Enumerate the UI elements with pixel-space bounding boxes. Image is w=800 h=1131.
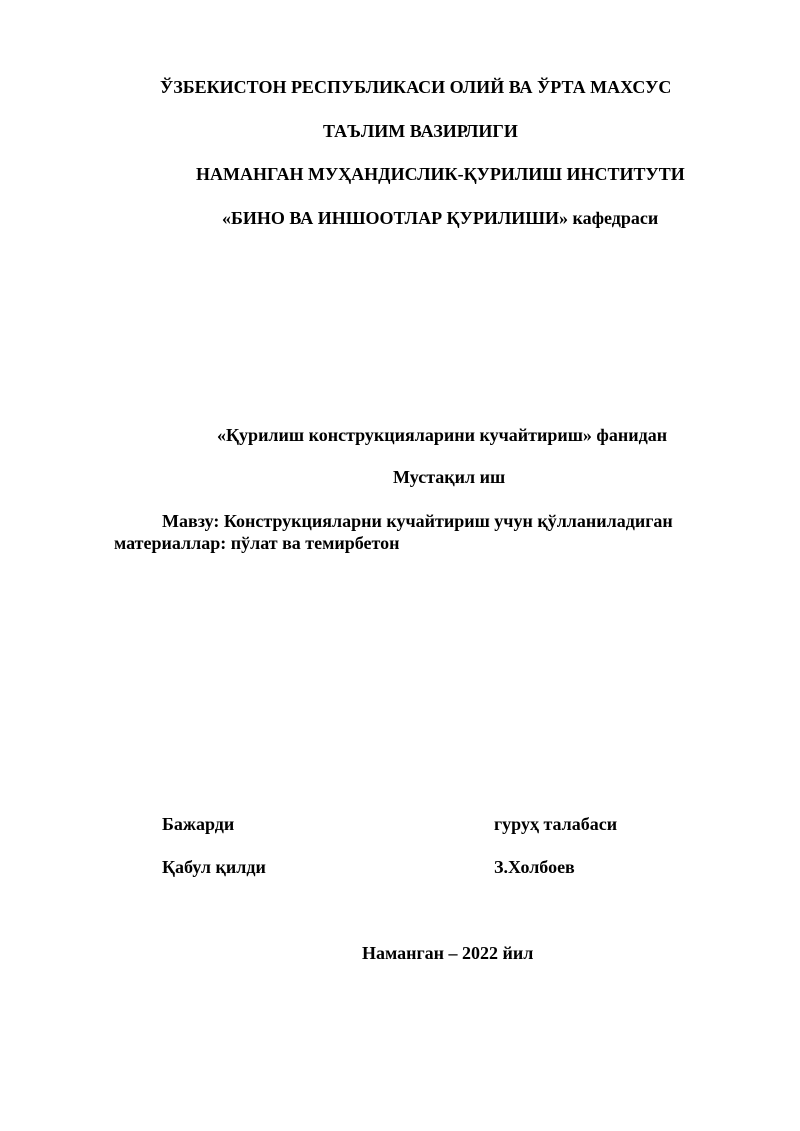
performed-by-label: Бажарди — [162, 814, 235, 834]
topic-block — [114, 510, 714, 554]
department-title: «БИНО ВА ИНШООТЛАР ҚУРИЛИШИ» кафедраси — [222, 208, 659, 228]
ministry-title-line-2: ТАЪЛИМ ВАЗИРЛИГИ — [323, 121, 518, 141]
subject-title: «Қурилиш конструкцияларини кучайтириш» фанидан — [217, 425, 668, 445]
institute-title: НАМАНГАН МУҲАНДИСЛИК-ҚУРИЛИШ ИНСТИТУТИ — [196, 164, 685, 184]
accepted-by-label: Қабул қилди — [162, 857, 266, 877]
performed-by-value: гуруҳ талабаси — [494, 814, 618, 834]
topic-line-2: материаллар: пўлат ва темирбетон — [114, 533, 400, 553]
city-year-footer: Наманган – 2022 йил — [362, 943, 534, 963]
topic-line-1: Мавзу: Конструкцияларни кучайтириш учун қўлланиладиган — [162, 511, 673, 531]
work-type-title: Мустақил иш — [393, 467, 506, 487]
ministry-title-line-1: ЎЗБЕКИСТОН РЕСПУБЛИКАСИ ОЛИЙ ВА ЎРТА МАХСУС — [160, 77, 672, 97]
accepted-by-value: З.Холбоев — [494, 857, 575, 877]
